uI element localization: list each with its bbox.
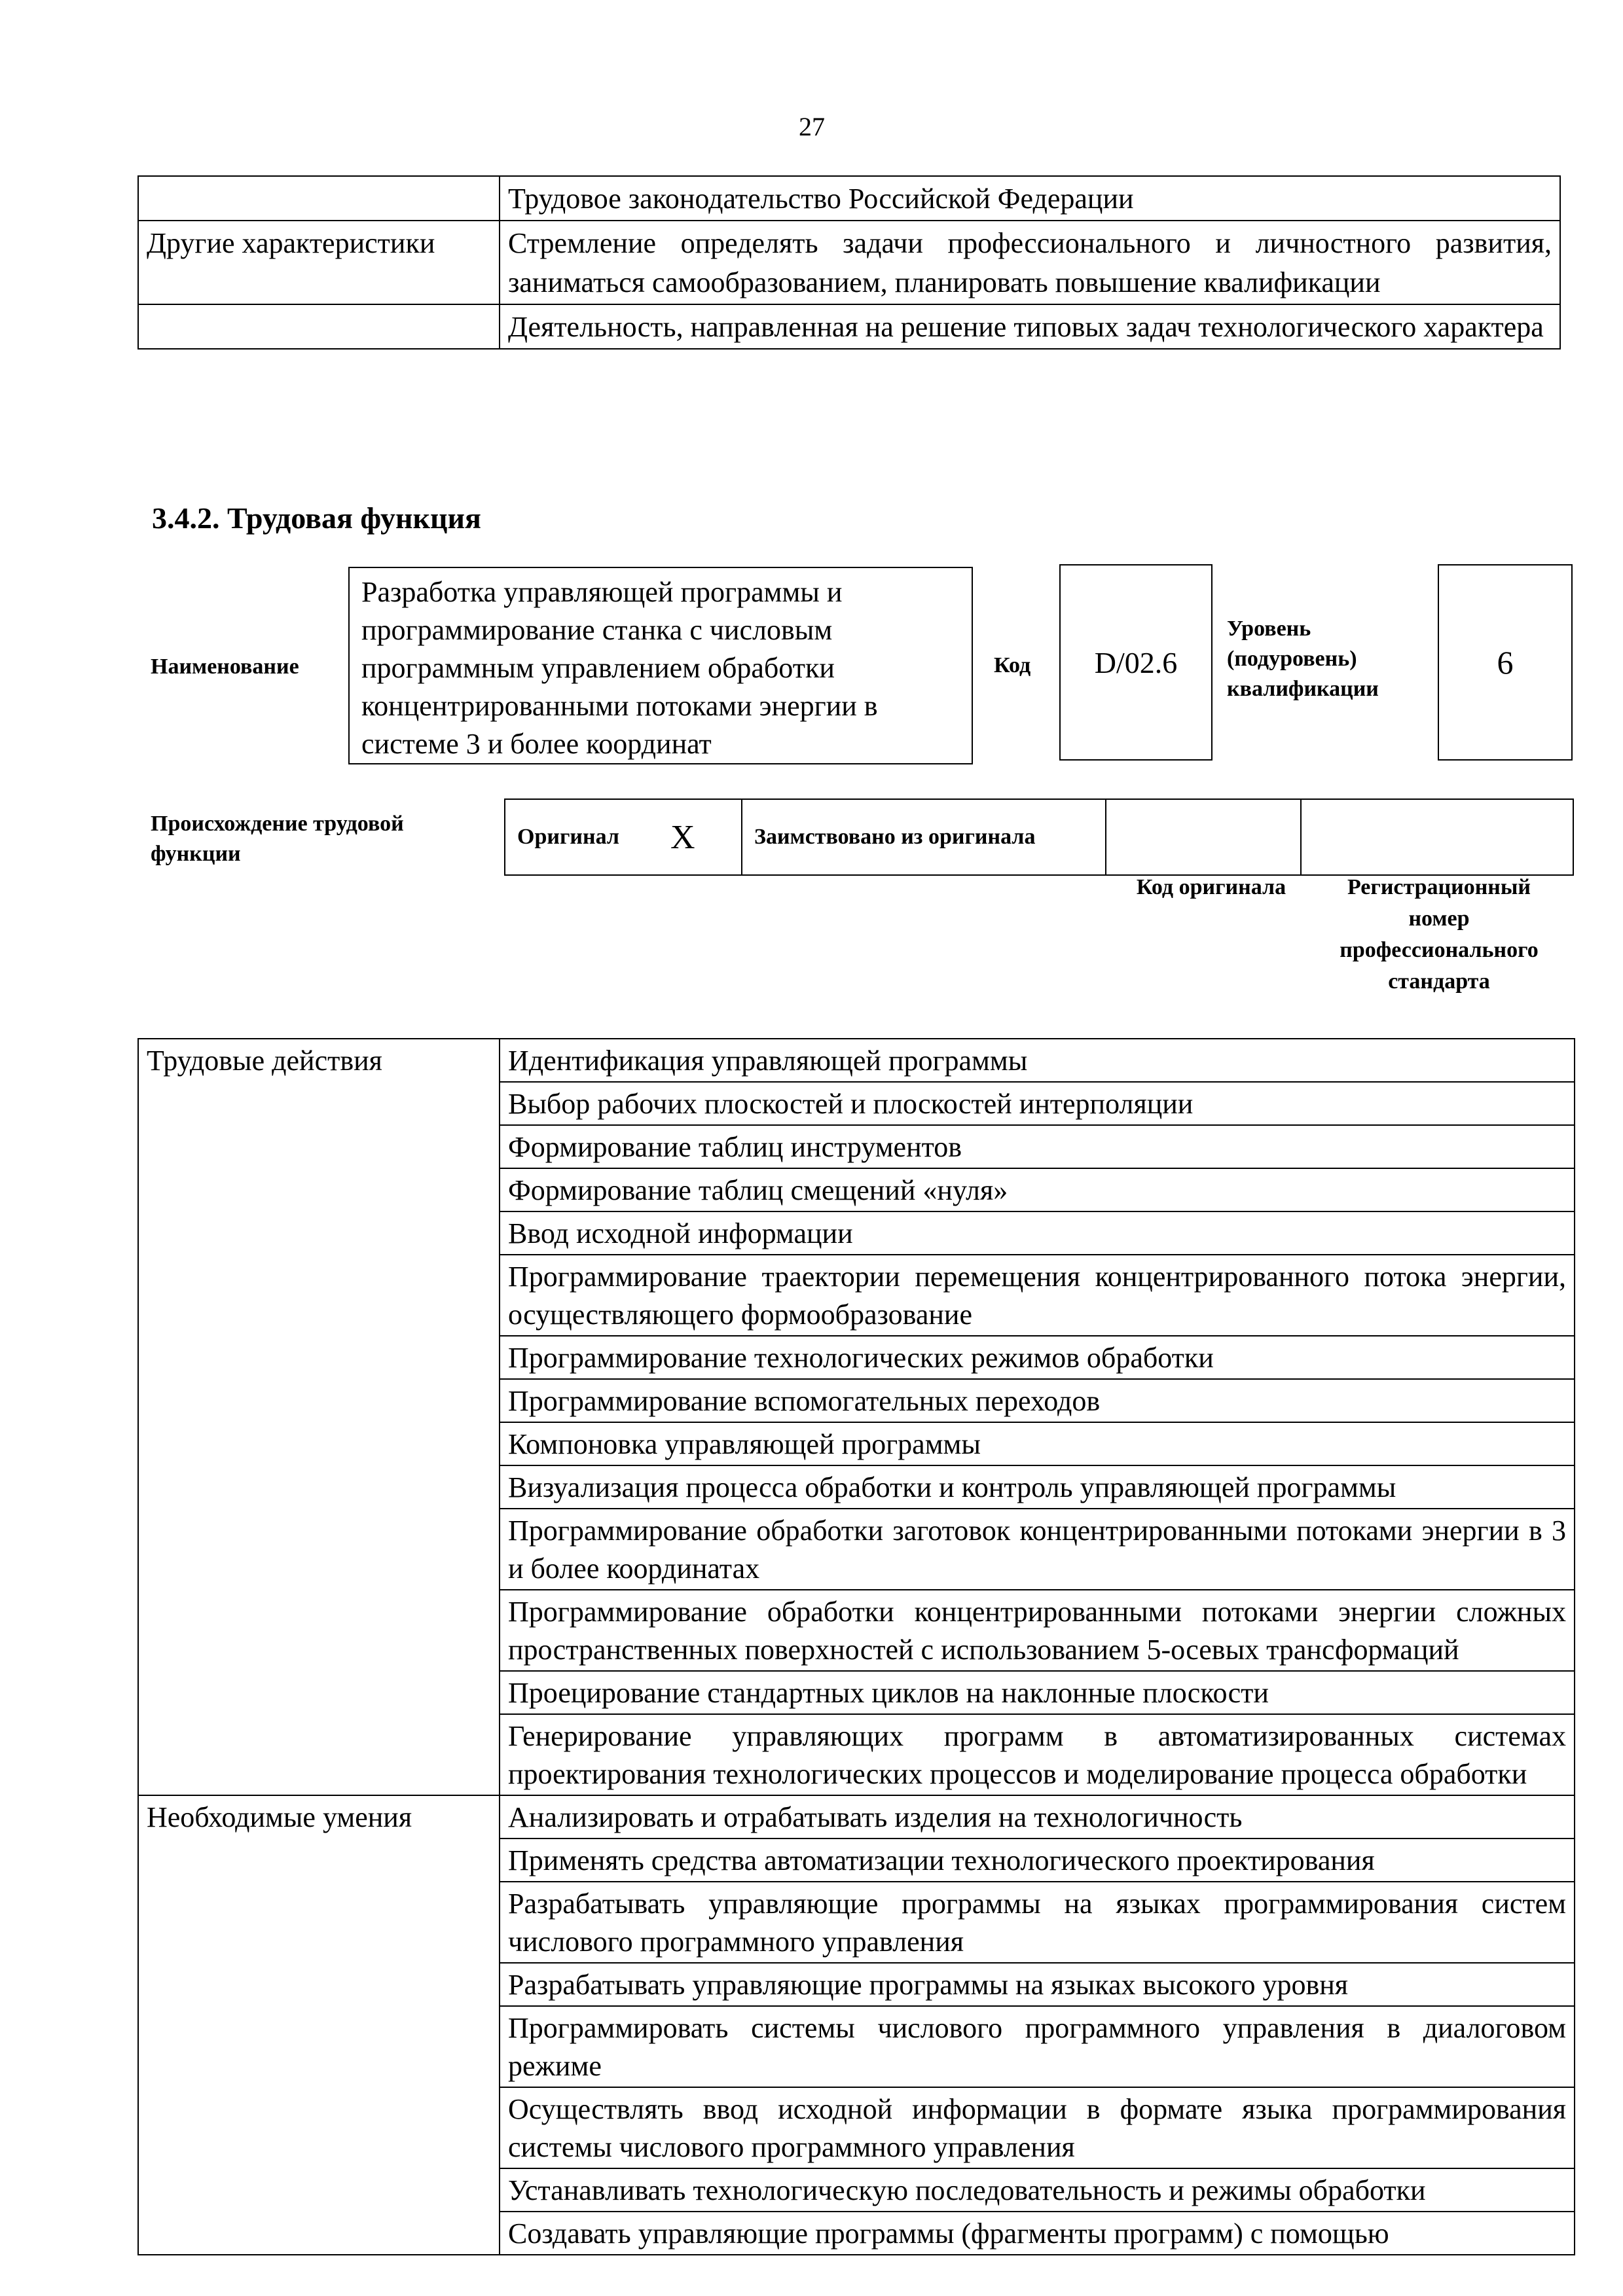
row-label: [138, 176, 500, 221]
borrowed-label: Заимствовано из оригинала: [754, 825, 1036, 849]
skill: Разрабатывать управляющие программы на языках высокого уровня: [500, 1963, 1575, 2006]
skills-label: Необходимые умения: [138, 1795, 500, 2255]
labor-action: Формирование таблиц инструментов: [500, 1125, 1575, 1168]
labor-action: Идентификация управляющей программы: [500, 1039, 1575, 1082]
skill: Осуществлять ввод исходной информации в формате языка программирования системы числового программного управления: [500, 2087, 1575, 2168]
skill: Программировать системы числового программного управления в диалоговом режиме: [500, 2006, 1575, 2087]
row-text: Стремление определять задачи профессионального и личностного развития, заниматься самообразованием, планировать повышение квалификации: [500, 221, 1560, 304]
table-row: [138, 1039, 1575, 1082]
labor-action: Программирование обработки заготовок концентрированными потоками энергии в 3 и более координатах: [500, 1509, 1575, 1590]
labor-action: Выбор рабочих плоскостей и плоскостей интерполяции: [500, 1082, 1575, 1125]
original-cell: [505, 800, 742, 874]
row-text: Деятельность, направленная на решение типовых задач технологического характера: [500, 304, 1560, 349]
labor-action: Ввод исходной информации: [500, 1211, 1575, 1255]
table-row: [138, 176, 1560, 221]
page-number: 27: [799, 112, 825, 141]
borrowed-cell: [742, 800, 1106, 874]
name-label: Наименование: [151, 655, 299, 679]
original-label: Оригинал: [517, 825, 619, 849]
skill: Анализировать и отрабатывать изделия на технологичность: [500, 1795, 1575, 1839]
labor-action: Генерирование управляющих программ в автоматизированных системах проектирования технологических процессов и моделирование процесса обработки: [500, 1714, 1575, 1795]
labor-action: Проецирование стандартных циклов на наклонные плоскости: [500, 1671, 1575, 1714]
skill: Разрабатывать управляющие программы на языках программирования систем числового программного управления: [500, 1882, 1575, 1963]
origin-row: [504, 798, 1574, 876]
labor-action: Программирование технологических режимов обработки: [500, 1336, 1575, 1379]
labor-actions-label: Трудовые действия: [138, 1039, 500, 1795]
code-label: Код: [994, 653, 1031, 677]
table-row: [138, 221, 1560, 304]
level-label: Уровень (подуровень) квалификации: [1227, 617, 1379, 701]
origin-label: Происхождение трудовой функции: [151, 812, 404, 866]
qualification-level-box: 6: [1438, 564, 1573, 761]
original-mark: X: [670, 818, 695, 856]
function-code-box: D/02.6: [1059, 564, 1213, 761]
reg-number-caption: Регистрационный номер профессионального стандарта: [1340, 875, 1539, 994]
row-label: Другие характеристики: [138, 221, 500, 304]
code-original-caption: Код оригинала: [1136, 875, 1286, 899]
labor-action: Визуализация процесса обработки и контроль управляющей программы: [500, 1465, 1575, 1509]
table-row: [138, 304, 1560, 349]
labor-action: Программирование вспомогательных переходов: [500, 1379, 1575, 1422]
row-text: Трудовое законодательство Российской Федерации: [500, 176, 1560, 221]
labor-action: Программирование обработки концентрированными потоками энергии сложных пространственных поверхностей с использованием 5-осевых трансформаций: [500, 1590, 1575, 1671]
labor-action: Компоновка управляющей программы: [500, 1422, 1575, 1465]
skill: Создавать управляющие программы (фрагменты программ) с помощью: [500, 2212, 1575, 2255]
other-characteristics-table: [137, 175, 1561, 350]
function-name-box: Разработка управляющей программы и программирование станка с числовым программным управлением обработки концентрированными потоками энергии в системе 3 и более координат: [348, 567, 973, 764]
labor-action: Формирование таблиц смещений «нуля»: [500, 1168, 1575, 1211]
code-original-cell: [1106, 800, 1302, 874]
skill: Применять средства автоматизации технологического проектирования: [500, 1839, 1575, 1882]
reg-number-cell: [1302, 800, 1573, 874]
section-heading: 3.4.2. Трудовая функция: [152, 501, 481, 535]
table-row: [138, 1795, 1575, 1839]
labor-function-table: [137, 1038, 1575, 2255]
labor-action: Программирование траектории перемещения концентрированного потока энергии, осуществляющего формообразование: [500, 1255, 1575, 1336]
skill: Устанавливать технологическую последовательность и режимы обработки: [500, 2168, 1575, 2212]
row-label: [138, 304, 500, 349]
